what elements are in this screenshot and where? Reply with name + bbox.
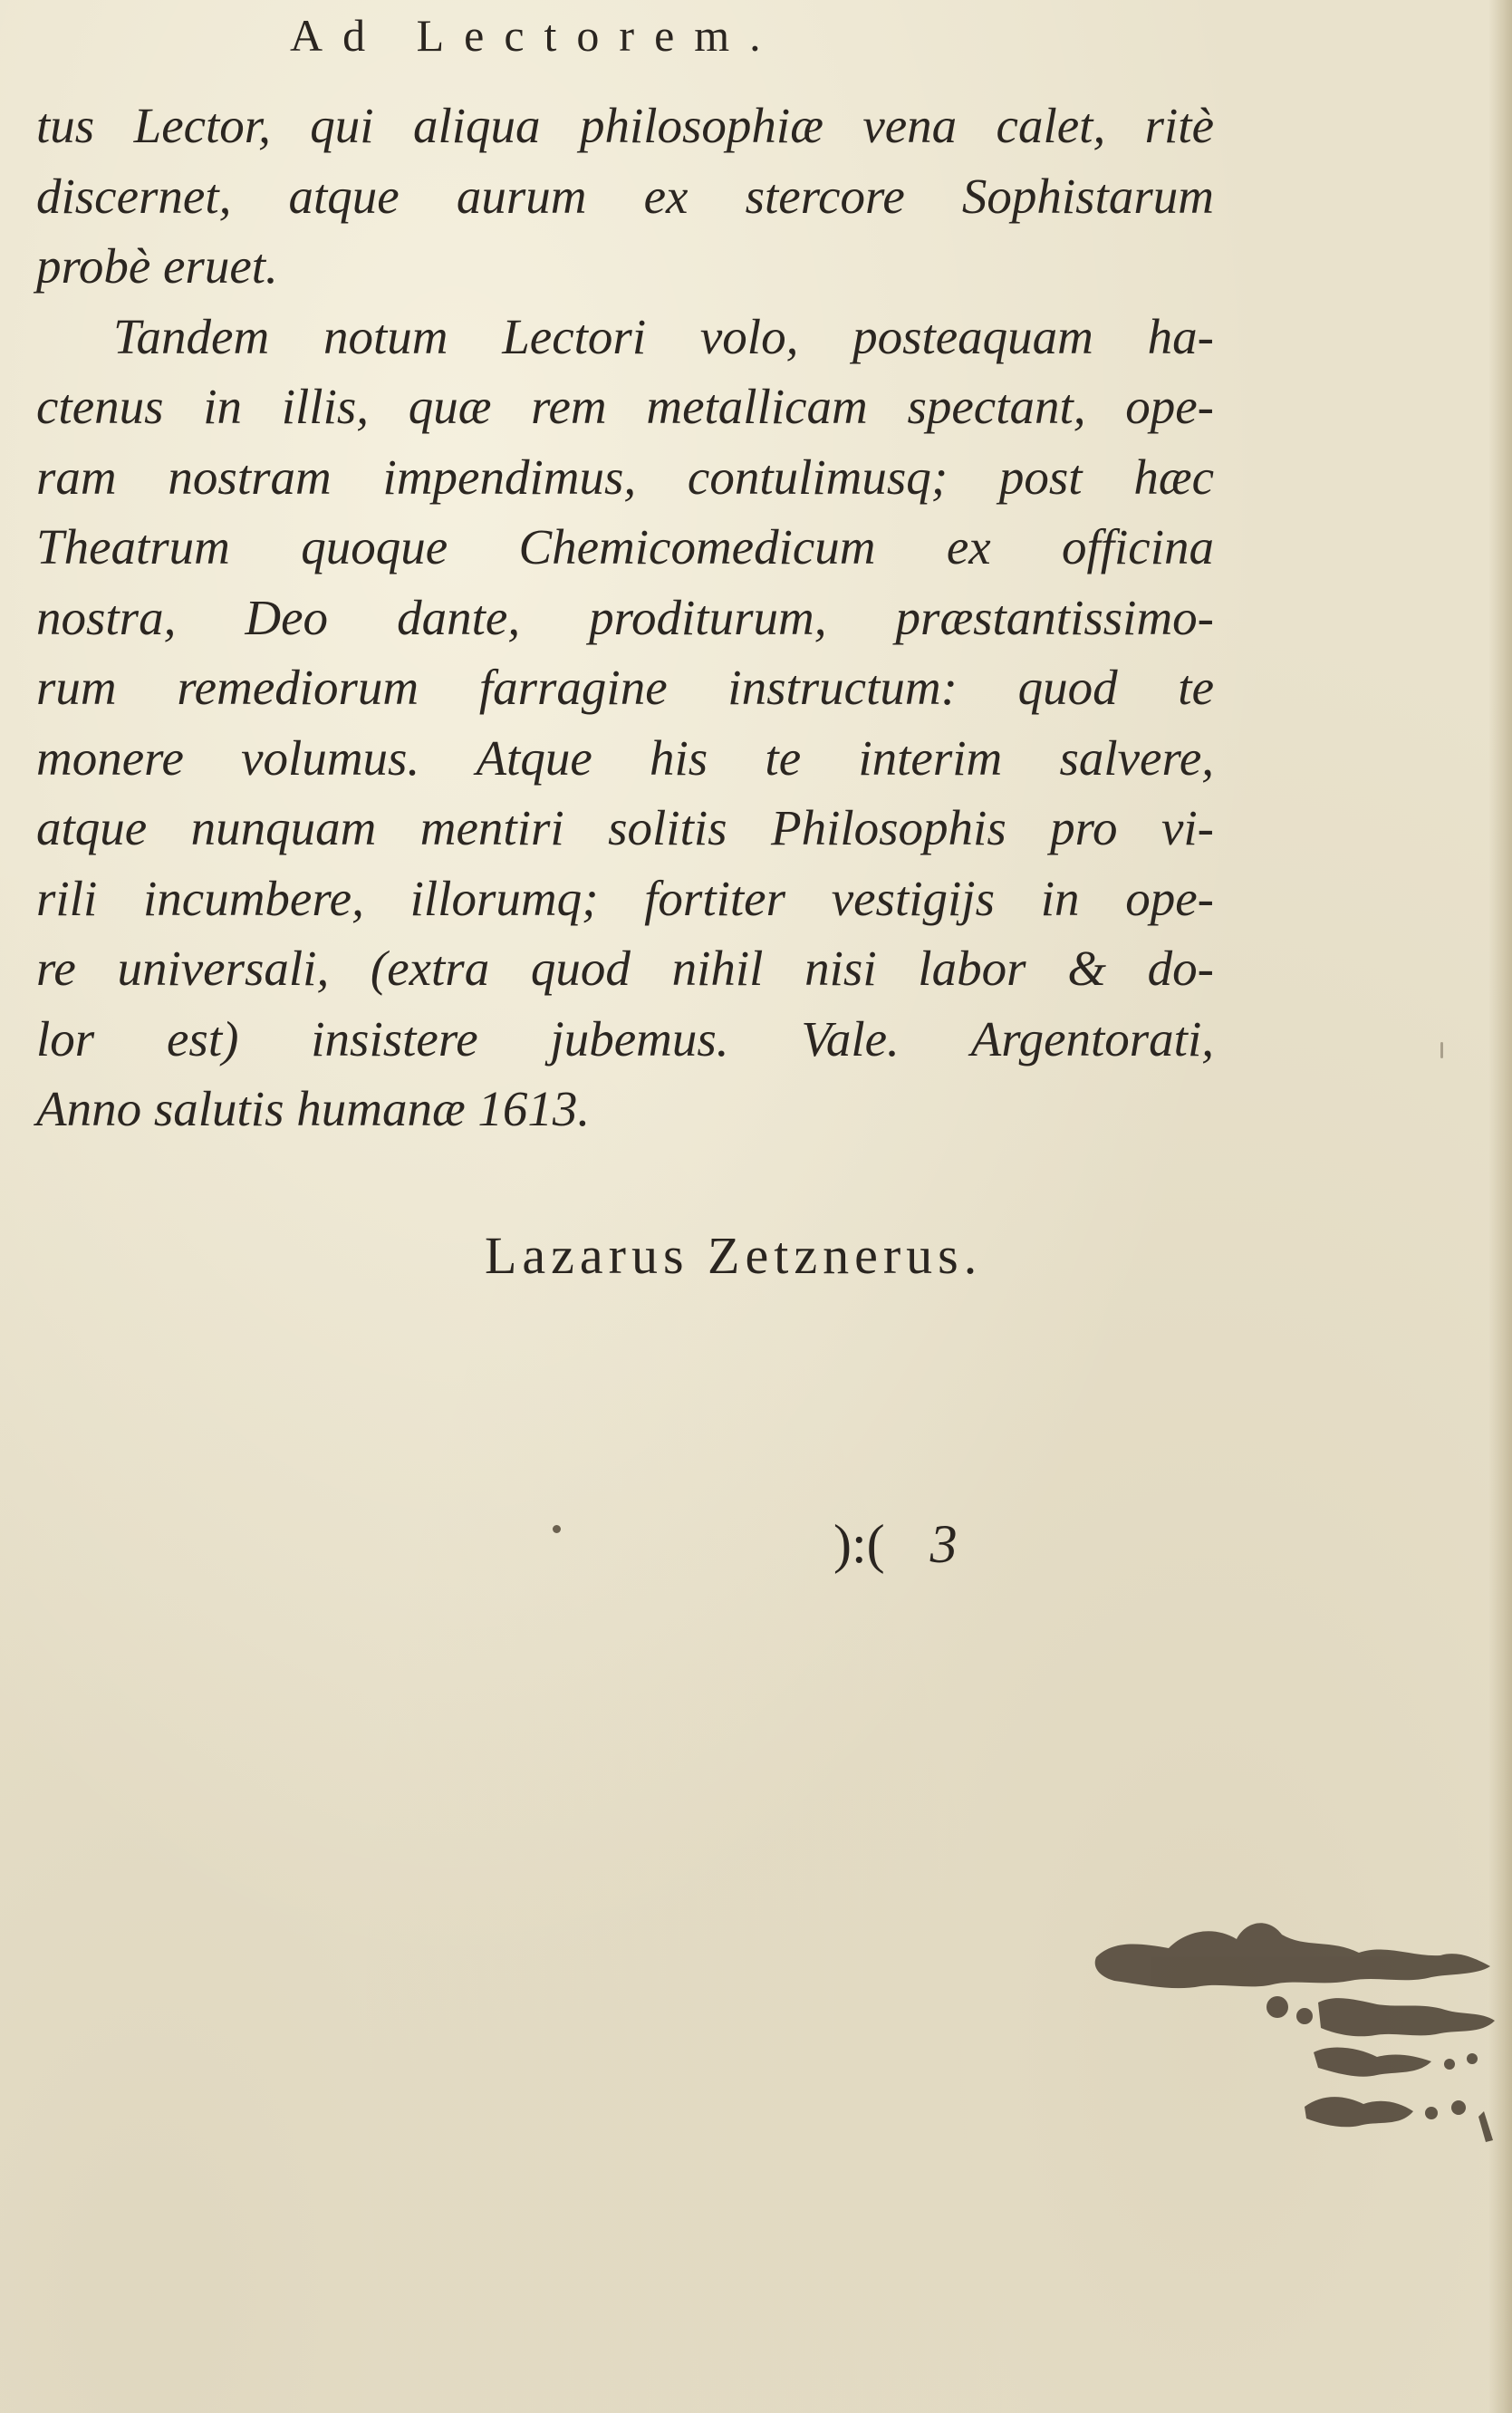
running-head: Ad Lectorem. [290, 10, 781, 61]
paper-speck [553, 1525, 561, 1533]
signature-mark: ):( [833, 1514, 885, 1574]
text-line: Tandem notum Lectori volo, posteaquam ha- [113, 308, 1214, 364]
text-line: rili incumbere, illorumq; fortiter vestigijs in ope- [36, 870, 1214, 926]
text-line: ram nostram impendimus, contulimusq; post hæc [36, 449, 1214, 505]
text-line: rum remediorum farragine instructum: quod te [36, 660, 1214, 715]
text-line: ctenus in illis, quæ rem metallicam spectant, ope- [36, 379, 1214, 434]
text-line: monere volumus. Atque his te interim salvere, [36, 729, 1214, 786]
text-line: probè eruet. [36, 238, 278, 294]
signature-mark-line [833, 1513, 958, 1576]
text-line: tus Lector, qui aliqua philosophiæ vena calet, ritè [36, 98, 1214, 153]
text-line: re universali, (extra quod nihil nisi labor & do- [36, 941, 1214, 996]
handwritten-note [1087, 1903, 1504, 2211]
text-line: Anno salutis humanæ 1613. [36, 1081, 591, 1136]
signature-number: 3 [929, 1514, 958, 1574]
text-line: nostra, Deo dante, proditurum, præstantissimo- [36, 589, 1214, 645]
paper-speck [1440, 1042, 1443, 1058]
text-line: Theatrum quoque Chemicomedicum ex officina [36, 519, 1214, 574]
signature: Lazarus Zetznerus. [485, 1226, 983, 1285]
text-line: lor est) insistere jubemus. Vale. Argentorati, [36, 1010, 1214, 1067]
text-line: atque nunquam mentiri solitis Philosophis pro vi- [36, 800, 1214, 855]
body-text [36, 91, 1214, 1144]
text-line: discernet, atque aurum ex stercore Sophistarum [36, 168, 1214, 224]
